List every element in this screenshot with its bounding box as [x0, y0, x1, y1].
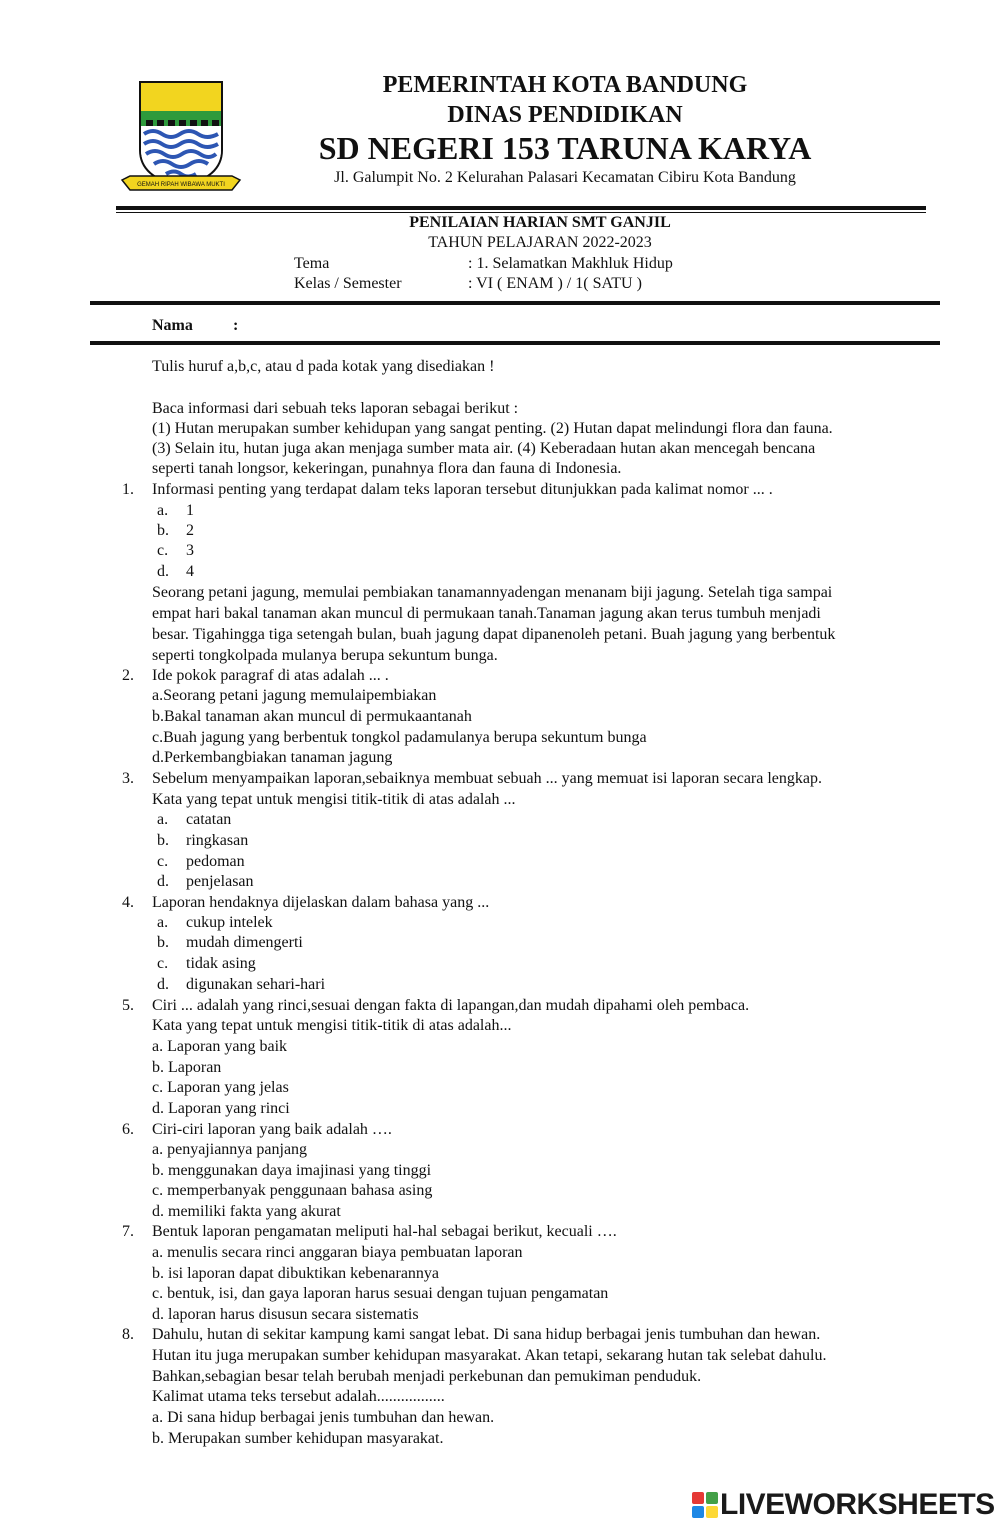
question-number: 6. [122, 1121, 134, 1138]
nama-colon: : [233, 317, 239, 334]
question-text: Ide pokok paragraf di atas adalah ... . [152, 667, 389, 684]
passage-line: seperti tanah longsor, kekeringan, punahnya flora dan fauna di Indonesia. [152, 460, 622, 477]
question-text: Sebelum menyampaikan laporan,sebaiknya membuat sebuah ... yang memuat isi laporan secara lengkap. [152, 770, 822, 787]
option-text: 2 [186, 522, 194, 539]
question-text: Dahulu, hutan di sekitar kampung kami sangat lebat. Di sana hidup berbagai jenis tumbuhan dan hewan. [152, 1326, 821, 1343]
question-text: Kalimat utama teks tersebut adalah................. [152, 1388, 445, 1405]
question-number: 8. [122, 1326, 134, 1343]
liveworksheets-logo-icon [692, 1492, 718, 1518]
option-text: a. Laporan yang baik [152, 1038, 288, 1055]
nama-divider-bottom [90, 341, 940, 345]
option-text: d.Perkembangbiakan tanaman jagung [152, 749, 393, 766]
option-text: ringkasan [186, 832, 249, 849]
option-text: d. memiliki fakta yang akurat [152, 1203, 341, 1220]
option-text: c. memperbanyak penggunaan bahasa asing [152, 1182, 433, 1199]
option-text: 3 [186, 542, 194, 559]
passage-line: Seorang petani jagung, memulai pembiakan tanamannyadengan menanam biji jagung. Setelah tiga sampai [152, 584, 833, 601]
question-text: Kata yang tepat untuk mengisi titik-titik di atas adalah ... [152, 791, 516, 808]
option-text: mudah dimengerti [186, 934, 303, 951]
option-text: a. Di sana hidup berbagai jenis tumbuhan dan hewan. [152, 1409, 495, 1426]
passage-line: seperti tongkolpada mulanya berupa sekuntum bunga. [152, 647, 498, 664]
option-letter: b. [157, 832, 169, 849]
option-text: 1 [186, 502, 194, 519]
option-letter: b. [157, 522, 169, 539]
passage-line: (1) Hutan merupakan sumber kehidupan yang sangat penting. (2) Hutan dapat melindungi flora dan fauna. [152, 420, 833, 437]
option-text: 4 [186, 563, 194, 580]
exam-title: PENILAIAN HARIAN SMT GANJIL [409, 214, 671, 231]
option-text: b. Merupakan sumber kehidupan masyarakat. [152, 1430, 444, 1447]
passage-line: empat hari bakal tanaman akan muncul di permukaan tanah.Tanaman jagung akan terus tumbuh menjadi [152, 605, 821, 622]
option-letter: c. [157, 853, 169, 870]
option-letter: b. [157, 934, 169, 951]
option-letter: d. [157, 563, 169, 580]
city-crest-logo [120, 80, 242, 195]
passage-line: besar. Tigahingga tiga setengah bulan, buah jagung dapat dipanenoleh petani. Buah jagung yang berbentuk [152, 626, 836, 643]
option-letter: a. [157, 811, 169, 828]
letterhead-divider-thin [116, 212, 926, 213]
exam-year: TAHUN PELAJARAN 2022-2023 [428, 234, 652, 251]
option-text: penjelasan [186, 873, 254, 890]
tema-value: : 1. Selamatkan Makhluk Hidup [468, 255, 673, 272]
passage-line: (3) Selain itu, hutan juga akan menjaga sumber mata air. (4) Keberadaan hutan akan mencegah bencana [152, 440, 816, 457]
question-text: Informasi penting yang terdapat dalam teks laporan tersebut ditunjukkan pada kalimat nomor ... . [152, 481, 773, 498]
option-letter: a. [157, 502, 169, 519]
option-text: d. laporan harus disusun secara sistematis [152, 1306, 419, 1323]
question-text: Laporan hendaknya dijelaskan dalam bahasa yang ... [152, 894, 490, 911]
option-text: d. Laporan yang rinci [152, 1100, 290, 1117]
question-number: 3. [122, 770, 134, 787]
question-number: 5. [122, 997, 134, 1014]
option-text: c. Laporan yang jelas [152, 1079, 289, 1096]
kelas-value: : VI ( ENAM ) / 1( SATU ) [468, 275, 642, 292]
option-text: b. Laporan [152, 1059, 222, 1076]
question-number: 4. [122, 894, 134, 911]
option-text: a. menulis secara rinci anggaran biaya pembuatan laporan [152, 1244, 523, 1261]
letterhead-divider [116, 206, 926, 210]
nama-divider-top [90, 301, 940, 305]
tema-label: Tema [294, 255, 330, 272]
passage-intro: Baca informasi dari sebuah teks laporan sebagai berikut : [152, 400, 519, 417]
school-heading: SD NEGERI 153 TARUNA KARYA [318, 130, 812, 166]
option-letter: d. [157, 976, 169, 993]
option-text: b.Bakal tanaman akan muncul di permukaantanah [152, 708, 472, 725]
option-text: tidak asing [186, 955, 256, 972]
question-text: Bentuk laporan pengamatan meliputi hal-hal sebagai berikut, kecuali …. [152, 1223, 617, 1240]
question-text: Ciri-ciri laporan yang baik adalah …. [152, 1121, 392, 1138]
nama-label: Nama [152, 317, 193, 334]
question-text: Ciri ... adalah yang rinci,sesuai dengan fakta di lapangan,dan mudah dipahami oleh pembaca. [152, 997, 750, 1014]
option-letter: a. [157, 914, 169, 931]
kelas-label: Kelas / Semester [294, 275, 402, 292]
option-text: a.Seorang petani jagung memulaipembiakan [152, 687, 437, 704]
liveworksheets-brand: LIVEWORKSHEETS [720, 1488, 995, 1521]
question-number: 7. [122, 1223, 134, 1240]
main-instruction: Tulis huruf a,b,c, atau d pada kotak yang disediakan ! [152, 358, 495, 375]
option-text: b. menggunakan daya imajinasi yang tinggi [152, 1162, 432, 1179]
option-text: a. penyajiannya panjang [152, 1141, 308, 1158]
question-text: Bahkan,sebagian besar telah berubah menjadi perkebunan dan pemukiman penduduk. [152, 1368, 702, 1385]
question-text: Kata yang tepat untuk mengisi titik-titik di atas adalah... [152, 1017, 512, 1034]
option-text: pedoman [186, 853, 245, 870]
option-text: c.Buah jagung yang berbentuk tongkol padamulanya berupa sekuntum bunga [152, 729, 647, 746]
bandung-city-crest-icon [120, 80, 242, 195]
option-letter: c. [157, 955, 169, 972]
question-text: Hutan itu juga merupakan sumber kehidupan masyarakat. Akan tetapi, sekarang hutan tak selebat dahulu. [152, 1347, 827, 1364]
option-text: b. isi laporan dapat dibuktikan kebenarannya [152, 1265, 440, 1282]
government-heading: PEMERINTAH KOTA BANDUNG [382, 72, 748, 98]
school-address: Jl. Galumpit No. 2 Kelurahan Palasari Kecamatan Cibiru Kota Bandung [334, 169, 796, 186]
option-text: digunakan sehari-hari [186, 976, 326, 993]
option-text: c. bentuk, isi, dan gaya laporan harus sesuai dengan tujuan pengamatan [152, 1285, 609, 1302]
option-text: cukup intelek [186, 914, 273, 931]
option-letter: d. [157, 873, 169, 890]
question-number: 2. [122, 667, 134, 684]
option-letter: c. [157, 542, 169, 559]
svg-text:GEMAH RIPAH WIBAWA MUKTI: GEMAH RIPAH WIBAWA MUKTI [137, 182, 225, 188]
option-text: catatan [186, 811, 232, 828]
question-number: 1. [122, 481, 134, 498]
agency-heading: DINAS PENDIDIKAN [447, 102, 683, 128]
